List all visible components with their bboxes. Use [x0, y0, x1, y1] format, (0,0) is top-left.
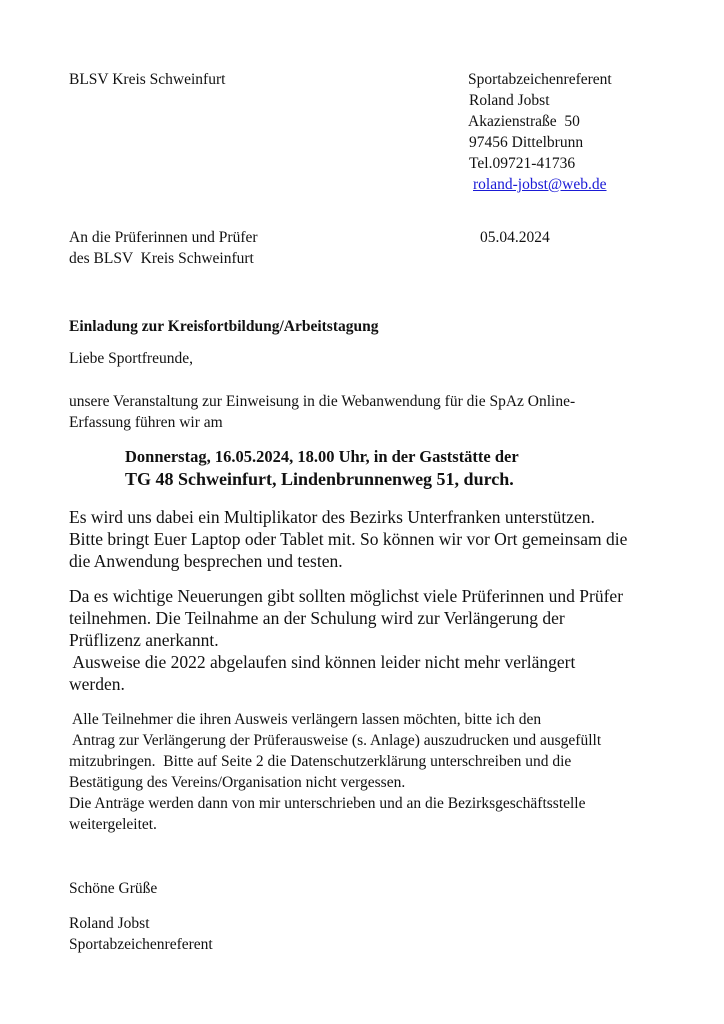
- letter-date: 05.04.2024: [480, 229, 550, 246]
- letter-subject: Einladung zur Kreisfortbildung/Arbeitstagung: [69, 318, 379, 335]
- para1-line-3: die Anwendung besprechen und testen.: [69, 551, 343, 571]
- para1-line-2: Bitte bringt Euer Laptop oder Tablet mit. So können wir vor Ort gemeinsam die: [69, 529, 628, 549]
- event-line-1: Donnerstag, 16.05.2024, 18.00 Uhr, in der Gaststätte der: [125, 447, 519, 466]
- para2-line-2: teilnehmen. Die Teilnahme an der Schulung wird zur Verlängerung der: [69, 608, 565, 628]
- para3-line-4: Bestätigung des Vereins/Organisation nicht vergessen.: [69, 774, 406, 791]
- intro-line-1: unsere Veranstaltung zur Einweisung in die Webanwendung für die SpAz Online-: [69, 393, 576, 410]
- para1-line-1: Es wird uns dabei ein Multiplikator des Bezirks Unterfranken unterstützen.: [69, 507, 595, 527]
- contact-email-link[interactable]: roland-jobst@web.de: [473, 176, 607, 193]
- closing-greeting: Schöne Grüße: [69, 880, 158, 897]
- event-line-2: TG 48 Schweinfurt, Lindenbrunnenweg 51, durch.: [125, 469, 514, 489]
- contact-city: 97456 Dittelbrunn: [469, 134, 584, 151]
- para2-line-1: Da es wichtige Neuerungen gibt sollten möglichst viele Prüferinnen und Prüfer: [69, 586, 624, 606]
- para3-line-1: Alle Teilnehmer die ihren Ausweis verlängern lassen möchten, bitte ich den: [69, 711, 542, 728]
- salutation: Liebe Sportfreunde,: [69, 350, 193, 367]
- para3-line-2: Antrag zur Verlängerung der Prüferausweise (s. Anlage) auszudrucken und ausgefüllt: [69, 732, 602, 749]
- contact-name: Roland Jobst: [469, 92, 550, 109]
- recipient-line-1: An die Prüferinnen und Prüfer: [69, 229, 258, 246]
- para3-line-3: mitzubringen. Bitte auf Seite 2 die Datenschutzerklärung unterschreiben und die: [69, 753, 572, 770]
- para2-line-5: werden.: [69, 674, 125, 694]
- para3-line-5: Die Anträge werden dann von mir unterschrieben und an die Bezirksgeschäftsstelle: [69, 795, 586, 812]
- contact-street: Akazienstraße 50: [468, 113, 580, 130]
- para2-line-3: Prüflizenz anerkannt.: [69, 630, 219, 650]
- contact-phone: Tel.09721-41736: [469, 155, 576, 172]
- para2-line-4: Ausweise die 2022 abgelaufen sind können leider nicht mehr verlängert: [69, 652, 576, 672]
- intro-line-2: Erfassung führen wir am: [69, 414, 223, 431]
- sender-org: BLSV Kreis Schweinfurt: [69, 71, 226, 88]
- contact-role: Sportabzeichenreferent: [468, 71, 612, 88]
- closing-name: Roland Jobst: [69, 915, 150, 932]
- para3-line-6: weitergeleitet.: [69, 816, 157, 833]
- recipient-line-2: des BLSV Kreis Schweinfurt: [69, 250, 254, 267]
- closing-role: Sportabzeichenreferent: [69, 936, 213, 953]
